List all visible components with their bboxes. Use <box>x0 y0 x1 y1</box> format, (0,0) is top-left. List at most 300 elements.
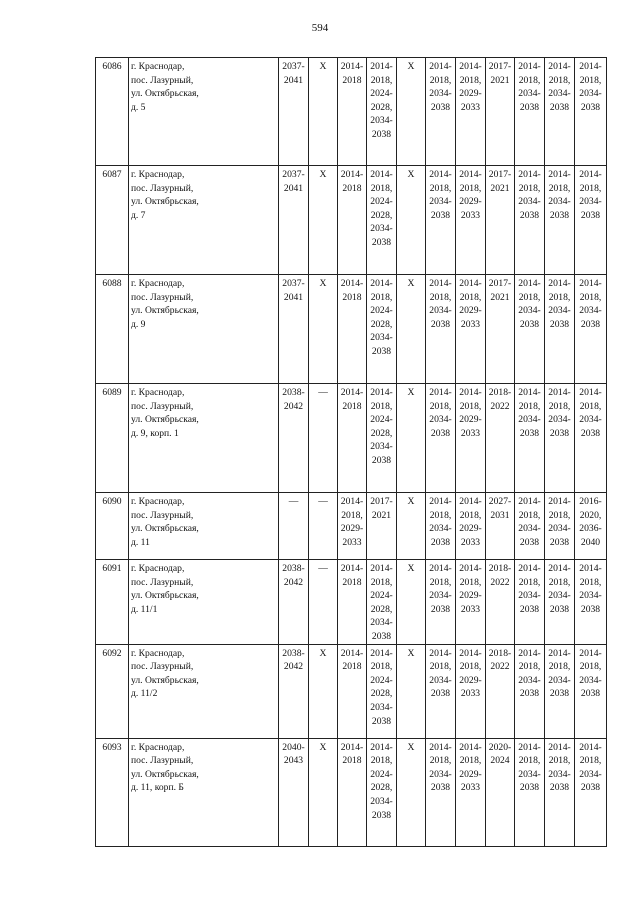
period-cell <box>397 644 426 738</box>
period-line: Х <box>407 387 415 398</box>
period-cell <box>545 384 575 493</box>
address-cell <box>129 275 279 384</box>
period-cell <box>309 644 338 738</box>
period-line: 2034- <box>518 88 541 100</box>
period-line: Х <box>407 741 415 753</box>
period-line: 2020- <box>488 741 512 753</box>
address-line: г. Краснодар, <box>131 61 185 72</box>
period-line: 2038 <box>549 318 570 330</box>
address-cell <box>129 58 279 166</box>
period-cell <box>515 493 545 560</box>
period-line: 2014- <box>548 278 571 289</box>
period-cell <box>397 166 426 275</box>
period-cell <box>279 644 309 738</box>
period-line: 2038 <box>371 236 392 248</box>
period-cell <box>486 384 515 493</box>
period-line: 2033 <box>460 101 481 113</box>
period-line: 2038 <box>580 209 601 221</box>
period-line: 2034- <box>429 523 452 535</box>
period-line: 2033 <box>460 209 481 221</box>
period-line: 2018, <box>579 291 602 303</box>
period-line: 2014- <box>370 563 393 574</box>
period-line: 2014- <box>429 387 452 398</box>
period-line: 2024- <box>370 414 393 426</box>
address-line: ул. Октябрьская, <box>131 414 199 426</box>
period-line: 2038 <box>371 345 392 357</box>
period-cell <box>575 738 607 846</box>
period-line: 2014- <box>548 563 571 574</box>
address-line: пос. Лазурный, <box>131 182 194 194</box>
period-line: 2018, <box>518 182 541 194</box>
period-cell <box>426 738 456 846</box>
period-line: 2038- <box>282 387 305 398</box>
period-line: 2034- <box>579 674 602 686</box>
period-line: 2024- <box>370 196 393 208</box>
period-line: 2014- <box>518 387 541 398</box>
period-line: 2041 <box>283 74 304 86</box>
period-line: 2033 <box>460 318 481 330</box>
period-line: 2014- <box>459 387 482 398</box>
period-line: 2018, <box>370 291 393 303</box>
period-line: 2018, <box>579 755 602 767</box>
period-cell <box>575 166 607 275</box>
period-line: Х <box>319 61 327 72</box>
period-line: 2038 <box>580 603 601 615</box>
period-line: 2014- <box>340 61 364 72</box>
period-line: 2037- <box>282 169 305 180</box>
address-line: пос. Лазурный, <box>131 291 194 303</box>
table-row <box>96 560 607 645</box>
period-cell <box>575 493 607 560</box>
period-line: 2018 <box>342 291 362 303</box>
period-line: 2014- <box>340 647 364 659</box>
period-cell <box>545 493 575 560</box>
period-line: 2034- <box>548 414 571 426</box>
period-line: 2018- <box>488 647 512 659</box>
period-line: 2014- <box>429 563 452 574</box>
period-line: — <box>318 496 328 507</box>
period-line: 2034- <box>370 701 393 713</box>
period-line: Х <box>319 647 327 659</box>
period-line: 2018, <box>459 661 482 673</box>
period-line: 2024- <box>370 674 393 686</box>
period-line: 2042 <box>283 400 304 412</box>
period-cell <box>515 644 545 738</box>
period-line: 2018 <box>342 182 362 194</box>
period-line: 2038 <box>430 782 451 794</box>
period-line: 2014- <box>340 278 364 289</box>
period-line: 2034- <box>429 305 452 317</box>
period-line: 2033 <box>460 603 481 615</box>
period-line: 2034- <box>548 305 571 317</box>
period-line: 2038 <box>519 688 540 700</box>
period-line: 2038 <box>549 427 570 439</box>
period-line: 2018, <box>548 400 571 412</box>
address-cell <box>129 560 279 645</box>
period-cell <box>575 384 607 493</box>
period-cell <box>367 275 397 384</box>
period-line: 2018 <box>342 400 362 412</box>
period-line: 2034- <box>579 768 602 780</box>
period-line: 2014- <box>370 741 393 753</box>
period-line: 2029- <box>459 523 482 535</box>
period-line: 2017- <box>488 61 512 72</box>
period-line: 2014- <box>429 496 452 507</box>
period-line: 2038 <box>430 209 451 221</box>
table-row <box>96 493 607 560</box>
period-line: 2029- <box>459 768 482 780</box>
period-cell <box>575 275 607 384</box>
period-line: 2020, <box>579 509 602 521</box>
period-line: 2029- <box>459 674 482 686</box>
period-line: 2034- <box>370 795 393 807</box>
period-line: 2014- <box>429 61 452 72</box>
address-line: ул. Октябрьская, <box>131 196 199 208</box>
period-line: 2018, <box>518 291 541 303</box>
period-cell <box>338 166 367 275</box>
period-cell <box>456 275 486 384</box>
period-line: Х <box>319 169 327 180</box>
period-cell <box>309 738 338 846</box>
period-line: Х <box>407 61 415 72</box>
period-line: 2036- <box>579 523 602 535</box>
address-line: д. 9 <box>131 318 146 330</box>
period-line: 2014- <box>340 563 364 574</box>
period-line: 2028, <box>370 427 393 439</box>
address-cell <box>129 166 279 275</box>
period-line: 2041 <box>283 182 304 194</box>
period-cell <box>426 493 456 560</box>
period-line: Х <box>407 496 415 507</box>
period-line: 2021 <box>490 291 510 303</box>
period-line: 2014- <box>579 741 602 753</box>
period-line: 2018- <box>488 387 512 398</box>
period-line: 2038- <box>282 647 305 659</box>
table-row <box>96 58 607 166</box>
period-cell <box>486 275 515 384</box>
period-line: 2038 <box>519 603 540 615</box>
period-line: 2018, <box>459 576 482 588</box>
period-line: 2014- <box>518 647 541 659</box>
period-line: 2034- <box>548 88 571 100</box>
period-cell <box>397 58 426 166</box>
table-row <box>96 644 607 738</box>
period-line: 2018, <box>370 74 393 86</box>
period-line: 2014- <box>429 169 452 180</box>
period-line: 2034- <box>548 674 571 686</box>
address-line: г. Краснодар, <box>131 496 185 507</box>
period-cell <box>515 738 545 846</box>
period-line: 2028, <box>370 688 393 700</box>
period-line: 2014- <box>518 741 541 753</box>
period-cell <box>515 275 545 384</box>
address-line: д. 9, корп. 1 <box>131 427 179 439</box>
period-line: 2034- <box>429 674 452 686</box>
period-line: 2014- <box>370 278 393 289</box>
period-line: 2014- <box>548 61 571 72</box>
period-line: 2034- <box>518 414 541 426</box>
period-line: 2033 <box>460 536 481 548</box>
period-line: 2029- <box>459 305 482 317</box>
address-line: ул. Октябрьская, <box>131 88 199 100</box>
period-line: 2014- <box>579 278 602 289</box>
address-line: д. 11, корп. Б <box>131 782 184 794</box>
period-line: 2034- <box>429 414 452 426</box>
period-line: 2018, <box>548 576 571 588</box>
address-line: ул. Октябрьская, <box>131 523 199 535</box>
period-line: 2014- <box>579 647 602 659</box>
address-line: пос. Лазурный, <box>131 400 194 412</box>
period-line: 2038 <box>549 209 570 221</box>
period-line: 2034- <box>579 88 602 100</box>
period-cell <box>338 738 367 846</box>
row-number: 6086 <box>96 58 129 166</box>
period-line: 2014- <box>518 563 541 574</box>
period-line: 2018 <box>342 755 362 767</box>
period-line: — <box>318 563 328 574</box>
period-cell <box>367 560 397 645</box>
period-cell <box>456 644 486 738</box>
period-line: 2038 <box>580 782 601 794</box>
period-line: 2034- <box>518 196 541 208</box>
period-line: 2033 <box>460 688 481 700</box>
period-cell <box>367 166 397 275</box>
period-line: 2014- <box>548 169 571 180</box>
period-line: 2028, <box>370 782 393 794</box>
period-line: 2014- <box>548 496 571 507</box>
period-line: 2037- <box>282 278 305 289</box>
period-line: 2018 <box>342 661 362 673</box>
period-line: Х <box>319 741 327 753</box>
period-line: 2034- <box>518 523 541 535</box>
period-cell <box>309 560 338 645</box>
period-line: 2034- <box>518 674 541 686</box>
period-line: 2042 <box>283 576 304 588</box>
table-row <box>96 166 607 275</box>
period-line: 2018- <box>488 563 512 574</box>
period-line: 2038 <box>519 782 540 794</box>
period-line: 2038 <box>580 688 601 700</box>
period-cell <box>338 560 367 645</box>
period-line: 2038 <box>580 101 601 113</box>
period-cell <box>367 58 397 166</box>
period-cell <box>486 493 515 560</box>
period-line: 2024- <box>370 590 393 602</box>
address-cell <box>129 384 279 493</box>
period-line: 2024 <box>490 755 510 767</box>
address-line: ул. Октябрьская, <box>131 674 199 686</box>
period-cell <box>279 166 309 275</box>
period-line: 2014- <box>518 496 541 507</box>
row-number: 6087 <box>96 166 129 275</box>
period-line: 2028, <box>370 318 393 330</box>
period-cell <box>338 58 367 166</box>
period-line: 2018, <box>429 74 452 86</box>
period-line: 2018 <box>342 74 362 86</box>
period-line: — <box>318 387 328 398</box>
period-cell <box>397 384 426 493</box>
period-line: 2038 <box>430 536 451 548</box>
address-line: ул. Октябрьская, <box>131 768 199 780</box>
period-line: 2034- <box>370 441 393 453</box>
table-row <box>96 275 607 384</box>
period-line: 2014- <box>459 496 482 507</box>
period-line: 2021 <box>490 74 510 86</box>
period-line: 2029- <box>459 196 482 208</box>
period-line: 2014- <box>340 741 364 753</box>
period-cell <box>486 738 515 846</box>
period-line: 2027- <box>488 496 512 507</box>
period-line: 2018, <box>429 291 452 303</box>
period-cell <box>456 166 486 275</box>
period-line: 2034- <box>370 115 393 127</box>
period-line: 2014- <box>340 387 364 398</box>
period-cell <box>309 384 338 493</box>
period-line: 2038 <box>371 630 392 642</box>
period-cell <box>309 493 338 560</box>
row-number: 6091 <box>96 560 129 645</box>
period-cell <box>545 560 575 645</box>
period-cell <box>575 560 607 645</box>
period-cell <box>397 560 426 645</box>
period-line: 2018, <box>429 576 452 588</box>
period-line: 2014- <box>459 169 482 180</box>
period-cell <box>486 166 515 275</box>
period-cell <box>575 58 607 166</box>
period-line: 2034- <box>548 523 571 535</box>
period-line: 2018, <box>459 291 482 303</box>
period-line: 2038 <box>371 128 392 140</box>
period-line: 2018, <box>579 182 602 194</box>
period-line: 2017- <box>488 278 512 289</box>
period-line: 2033 <box>460 427 481 439</box>
period-line: 2018, <box>429 509 452 521</box>
period-line: 2038- <box>282 563 305 574</box>
period-line: 2014- <box>370 169 393 180</box>
period-line: 2034- <box>579 590 602 602</box>
address-line: д. 11 <box>131 536 150 548</box>
period-cell <box>397 738 426 846</box>
period-cell <box>426 384 456 493</box>
period-line: 2038 <box>519 427 540 439</box>
address-line: д. 11/2 <box>131 688 158 700</box>
period-line: 2043 <box>283 755 304 767</box>
period-line: 2038 <box>430 688 451 700</box>
address-line: д. 11/1 <box>131 603 158 615</box>
period-cell <box>309 58 338 166</box>
period-line: 2034- <box>429 768 452 780</box>
period-line: 2018, <box>548 661 571 673</box>
period-cell <box>279 58 309 166</box>
period-line: Х <box>319 278 327 289</box>
period-line: 2014- <box>459 61 482 72</box>
period-line: 2029- <box>340 523 364 535</box>
period-line: 2014- <box>548 387 571 398</box>
period-cell <box>515 58 545 166</box>
period-line: 2034- <box>370 332 393 344</box>
period-line: 2031 <box>490 509 510 521</box>
period-line: 2038 <box>371 809 392 821</box>
period-line: 2034- <box>370 617 393 629</box>
period-line: 2034- <box>548 768 571 780</box>
address-cell <box>129 738 279 846</box>
period-cell <box>486 644 515 738</box>
period-line: 2042 <box>283 661 304 673</box>
address-line: ул. Октябрьская, <box>131 590 199 602</box>
period-line: 2038 <box>549 782 570 794</box>
address-line: пос. Лазурный, <box>131 661 194 673</box>
period-cell <box>279 560 309 645</box>
period-line: — <box>288 496 299 507</box>
period-line: 2038 <box>430 318 451 330</box>
period-line: 2014- <box>429 278 452 289</box>
period-cell <box>279 738 309 846</box>
period-cell <box>545 738 575 846</box>
period-cell <box>426 644 456 738</box>
period-line: 2018, <box>518 755 541 767</box>
period-line: 2034- <box>429 88 452 100</box>
period-line: 2014- <box>459 647 482 659</box>
period-line: 2038 <box>549 688 570 700</box>
row-number: 6089 <box>96 384 129 493</box>
address-line: пос. Лазурный, <box>131 755 194 767</box>
address-line: ул. Октябрьская, <box>131 305 199 317</box>
period-line: 2034- <box>548 590 571 602</box>
period-line: 2034- <box>518 305 541 317</box>
period-line: 2014- <box>518 278 541 289</box>
period-line: 2018, <box>518 661 541 673</box>
period-line: 2014- <box>548 741 571 753</box>
period-line: 2041 <box>283 291 304 303</box>
period-cell <box>456 493 486 560</box>
period-line: 2029- <box>459 88 482 100</box>
period-cell <box>575 644 607 738</box>
period-line: 2040- <box>282 741 305 753</box>
period-cell <box>279 275 309 384</box>
period-line: 2018, <box>370 576 393 588</box>
address-cell <box>129 493 279 560</box>
period-cell <box>515 166 545 275</box>
period-line: 2014- <box>579 61 602 72</box>
period-line: Х <box>407 169 415 180</box>
period-line: 2037- <box>282 61 305 72</box>
period-cell <box>456 560 486 645</box>
period-line: 2014- <box>340 169 364 180</box>
period-line: 2018 <box>342 576 362 588</box>
period-line: 2018, <box>579 400 602 412</box>
period-line: 2024- <box>370 768 393 780</box>
period-line: 2018, <box>548 509 571 521</box>
period-line: 2014- <box>370 61 393 72</box>
period-line: 2034- <box>579 196 602 208</box>
period-line: 2018, <box>429 182 452 194</box>
period-line: 2018, <box>518 509 541 521</box>
address-line: г. Краснодар, <box>131 741 185 753</box>
period-line: 2034- <box>429 196 452 208</box>
period-line: 2034- <box>579 414 602 426</box>
period-line: 2014- <box>370 387 393 398</box>
period-line: 2038 <box>430 101 451 113</box>
address-line: пос. Лазурный, <box>131 74 194 86</box>
period-line: 2014- <box>579 169 602 180</box>
period-cell <box>426 58 456 166</box>
period-cell <box>309 275 338 384</box>
period-line: 2017- <box>370 496 393 507</box>
period-cell <box>338 644 367 738</box>
period-line: Х <box>407 278 415 289</box>
period-line: 2038 <box>580 318 601 330</box>
period-line: 2038 <box>371 454 392 466</box>
